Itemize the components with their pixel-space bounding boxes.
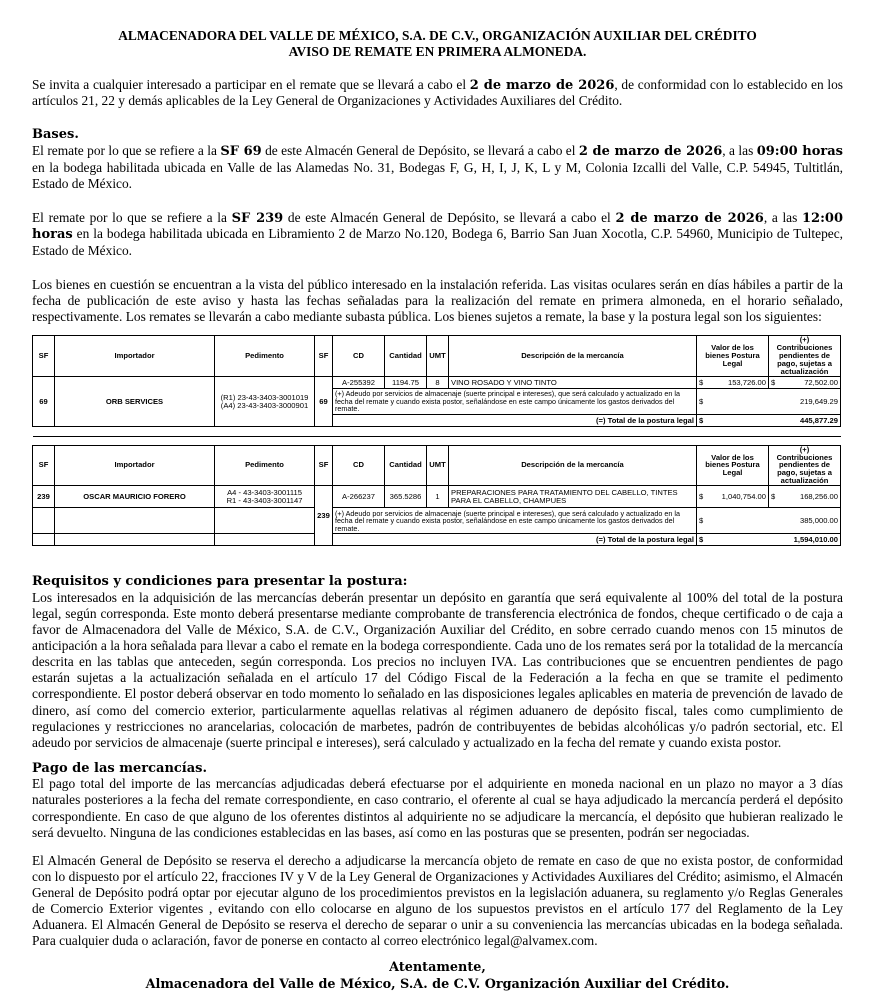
empty-cell — [33, 508, 55, 534]
adeudo-amount: 385,000.00 — [799, 515, 838, 525]
adeudo-amount: 219,649.29 — [799, 396, 838, 406]
sf69-text-4: en la bodega habilitada ubicada en Valle de las Alamedas No. 31, Bodegas F, G, H, I, J, K, L y M, Colonia Izcalli del Valle, C.P. 54945, Tultitlán, Estado de México. — [32, 159, 843, 191]
col-header-importador: Importador — [55, 336, 215, 377]
empty-cell — [55, 534, 215, 546]
sf69-label: SF 69 — [220, 143, 262, 159]
sf239-date: 2 de marzo de 2026 — [615, 210, 764, 226]
currency-symbol: $ — [699, 515, 704, 525]
requisitos-heading: Requisitos y condiciones para presentar la postura: — [32, 574, 408, 590]
cell-contrib — [769, 377, 841, 389]
cell-cd: A-255392 — [333, 377, 385, 389]
signature-block — [32, 959, 843, 994]
total-amount: 1,594,010.00 — [793, 534, 838, 544]
table-spacer — [33, 437, 841, 445]
col-header-cd: CD — [333, 445, 385, 486]
sf239-label: SF 239 — [231, 210, 284, 226]
sf239-text-4: en la bodega habilitada ubicada en Libramiento 2 de Marzo No.120, Bodega 6, Barrio San Juan Xocotla, C.P. 54960, Municipio de Tultepec, Estado de México. — [32, 226, 843, 258]
col-header-cd: CD — [333, 336, 385, 377]
col-header-sf: SF — [33, 336, 55, 377]
valor-amount: 153,726.00 — [727, 377, 766, 387]
table-header-row — [33, 336, 841, 377]
cell-umt: 1 — [427, 486, 449, 508]
currency-symbol: $ — [699, 396, 704, 406]
cell-adeudo-value — [697, 389, 841, 415]
cell-umt: 8 — [427, 377, 449, 389]
pago-heading: Pago de las mercancías. — [32, 760, 208, 776]
cell-sf: 239 — [33, 486, 55, 508]
col-header-sf2: SF — [315, 445, 333, 486]
currency-symbol: $ — [699, 491, 704, 501]
cell-total-label: (=) Total de la postura legal — [333, 415, 697, 427]
empty-cell — [215, 508, 315, 534]
contrib-amount: 72,502.00 — [804, 377, 838, 387]
sf69-text-2: de este Almacén General de Depósito, se llevará a cabo el — [261, 142, 579, 158]
col-header-descripcion: Descripción de la mercancía — [449, 445, 697, 486]
currency-symbol: $ — [771, 377, 776, 387]
cell-cantidad: 365.5286 — [385, 486, 427, 508]
cell-sf: 69 — [33, 377, 55, 427]
cell-total-label: (=) Total de la postura legal — [333, 534, 697, 546]
col-header-sf2: SF — [315, 336, 333, 377]
bienes-paragraph: Los bienes en cuestión se encuentran a la vista del público interesado en la instalación referida. Las visitas oculares serán en días hábiles a partir de la fecha de publicación de este aviso y hasta las fechas señaladas para la realización del remate en primera almoneda, en el horario señalado, respectivamente. Los remates se llevarán a cabo mediante subasta pública. Los bienes sujetos a remate, la base y la postura legal son los siguientes: — [32, 276, 843, 325]
pago-paragraph: El pago total del importe de las mercancías adjudicadas deberá efectuarse por el adquiriente en moneda nacional en un plazo no mayor a 3 días naturales posteriores a la fecha del remate correspondiente, en caso contrario, el oferente al cual se haya adjudicado la mercancía perderá el depósito correspondiente. En caso de que alguno de los oferentes distintos al adquiriente no se adjudicare la mercancía, el depósito que hubieran realizado le será devuelto. Ninguna de las condiciones establecidas en las bases, así como en las posturas que se presenten, podrán ser negociadas. — [32, 776, 843, 840]
sf69-time: 09:00 horas — [756, 143, 844, 159]
contrib-amount: 168,256.00 — [799, 491, 838, 501]
currency-symbol: $ — [699, 377, 704, 387]
currency-symbol: $ — [699, 415, 704, 425]
col-header-cantidad: Cantidad — [385, 445, 427, 486]
title-line-2: AVISO DE REMATE EN PRIMERA ALMONEDA. — [288, 44, 587, 60]
sf239-text-2: de este Almacén General de Depósito, se llevará a cabo el — [283, 209, 616, 225]
signature-line-1: Atentamente, — [389, 960, 486, 976]
col-header-contrib: (+) Contribuciones pendientes de pago, sujetas a actualización — [769, 336, 841, 377]
cell-valor — [697, 486, 769, 508]
currency-symbol: $ — [771, 491, 776, 501]
cell-descripcion: PREPARACIONES PARA TRATAMIENTO DEL CABELLO, TINTES PARA EL CABELLO, CHAMPUES — [449, 486, 697, 508]
sf239-text-3: , a las — [763, 209, 803, 225]
table-header-row — [33, 445, 841, 486]
col-header-importador: Importador — [55, 445, 215, 486]
col-header-valor: Valor de los bienes Postura Legal — [697, 445, 769, 486]
table-spacer — [33, 427, 841, 437]
cell-importador: OSCAR MAURICIO FORERO — [55, 486, 215, 508]
pedimento-1: (R1) 23-43-3403-3001019 — [220, 392, 309, 402]
cell-pedimento — [215, 377, 315, 427]
intro-text-pre: Se invita a cualquier interesado a participar en el remate que se llevará a cabo el — [32, 76, 470, 92]
col-header-descripcion: Descripción de la mercancía — [449, 336, 697, 377]
col-header-umt: UMT — [427, 336, 449, 377]
document-title — [32, 0, 843, 61]
sf69-date: 2 de marzo de 2026 — [578, 143, 723, 159]
cell-sf2: 239 — [315, 486, 333, 546]
bases-heading: Bases. — [32, 127, 79, 143]
cell-total-value — [697, 534, 841, 546]
col-header-pedimento: Pedimento — [215, 336, 315, 377]
cell-importador: ORB SERVICES — [55, 377, 215, 427]
table-row — [33, 486, 841, 508]
requisitos-paragraph: Los interesados en la adquisición de las mercancías deberán presentar un depósito en garantía que será equivalente al 100% del total de la postura legal, según corresponda. Este monto deberá presentarse mediante comprobante de transferencia electrónica de fondos, cheque certificado o de caja a favor de Almacenadora del Valle de México, S.A. de C.V., Organización Auxiliar del Crédito, en sobre cerrado cuando menos con 15 minutos de anticipación a la hora señalada para llevar a cabo el remate en la bodega correspondiente. Cada uno de los remates será por la totalidad de la mercancía descrita en las tablas que anteceden, según corresponda. Los precios no incluyen IVA. Las contribuciones que se encuentren pendientes de pago estarán sujetas a la actualización señalada en el artículo 17 del Código Fiscal de la Federación a la fecha en que se tramite el pedimento correspondiente. El postor deberá observar en todo momento lo señalado en las disposiciones legales aplicables en materia de prevención de lavado de dinero, así como del comercio exterior, particularmente aquellas relativas al régimen aduanero de depósito fiscal, tales como cumplimiento de regulaciones y restricciones no arancelarias, colocación de marbetes, padrón de contribuyentes de bebidas alcohólicas y/o padrón sectorial, etc. El adeudo por servicios de almacenaje (suerte principal e intereses), será calculado y actualizado en la fecha del remate y cuando exista postor. — [32, 589, 843, 750]
table-row — [33, 377, 841, 389]
intro-text-post: , de conformidad con lo establecido en los artículos 21, 22 y demás aplicables de la Ley General de Organizaciones y Actividades Auxiliares del Crédito. — [32, 76, 843, 109]
sf239-time: 12:00 horas — [32, 210, 843, 243]
intro-date: 2 de marzo de 2026 — [469, 77, 615, 93]
almacen-paragraph: El Almacén General de Depósito se reserva el derecho a adjudicarse la mercancía objeto de remate en caso de que no exista postor, de conformidad con lo dispuesto por el artículo 22, fracciones IV y V de la Ley General de Organizaciones y Actividades Auxiliares del Crédito; asimismo, el Almacén General de Depósito podrá optar por ejecutar alguno de los procedimientos previstos en la legislación aduanera, su reglamento y/o Reglas Generales de Comercio Exterior vigentes , evitando con ello colocarse en alguno de los supuestos previstos en el artículo 177 del Reglamento de la Ley Aduanera. El Almacén General de Depósito se reserva el derecho de separar o unir a su conveniencia las mercancías ubicadas en la bodega señalada. Para cualquier duda o aclaración, favor de ponerse en contacto al correo electrónico legal@alvamex.com. — [32, 852, 843, 949]
total-amount: 445,877.29 — [799, 415, 838, 425]
pedimento-1: A4 - 43-3403-3001115 — [227, 487, 302, 497]
auction-table-sf69 — [32, 335, 841, 444]
bases-sf69-paragraph — [32, 143, 843, 192]
bases-sf239-paragraph — [32, 210, 843, 259]
currency-symbol: $ — [699, 534, 704, 544]
sf239-text-1: El remate por lo que se refiere a la — [32, 209, 232, 225]
table-row-adeudo — [33, 508, 841, 534]
table-row-total — [33, 534, 841, 546]
cell-adeudo-text: (+) Adeudo por servicios de almacenaje (suerte principal e intereses), que será calculado y actualizado en la fecha del remate y cuando exista postor, señalándose en este campo únicamente los gastos derivados del remate. — [333, 508, 697, 534]
col-header-umt: UMT — [427, 445, 449, 486]
pedimento-2: R1 - 43-3403-3001147 — [226, 495, 303, 505]
cell-cd: A-266237 — [333, 486, 385, 508]
cell-sf2: 69 — [315, 377, 333, 427]
valor-amount: 1,040,754.00 — [721, 491, 766, 501]
intro-paragraph — [32, 77, 843, 110]
auction-table-sf239 — [32, 445, 841, 547]
sf69-text-1: El remate por lo que se refiere a la — [32, 142, 221, 158]
pedimento-2: (A4) 23-43-3403-3000901 — [220, 400, 309, 410]
empty-cell — [215, 534, 315, 546]
empty-cell — [55, 508, 215, 534]
col-header-cantidad: Cantidad — [385, 336, 427, 377]
cell-adeudo-value — [697, 508, 841, 534]
cell-total-value — [697, 415, 841, 427]
sf69-text-3: , a las — [722, 142, 757, 158]
col-header-valor: Valor de los bienes Postura Legal — [697, 336, 769, 377]
col-header-contrib: (+) Contribuciones pendientes de pago, sujetas a actualización — [769, 445, 841, 486]
cell-cantidad: 1194.75 — [385, 377, 427, 389]
col-header-sf: SF — [33, 445, 55, 486]
cell-contrib — [769, 486, 841, 508]
col-header-pedimento: Pedimento — [215, 445, 315, 486]
cell-valor — [697, 377, 769, 389]
cell-pedimento — [215, 486, 315, 508]
cell-descripcion: VINO ROSADO Y VINO TINTO — [449, 377, 697, 389]
title-line-1: ALMACENADORA DEL VALLE DE MÉXICO, S.A. DE C.V., ORGANIZACIÓN AUXILIAR DEL CRÉDITO — [118, 28, 757, 43]
cell-adeudo-text: (+) Adeudo por servicios de almacenaje (suerte principal e intereses), que será calculado y actualizado en la fecha del remate y cuando exista postor, señalándose en este campo únicamente los gastos derivados del remate. — [333, 389, 697, 415]
signature-line-2: Almacenadora del Valle de México, S.A. de C.V. Organización Auxiliar del Crédito. — [145, 977, 730, 993]
empty-cell — [33, 534, 55, 546]
